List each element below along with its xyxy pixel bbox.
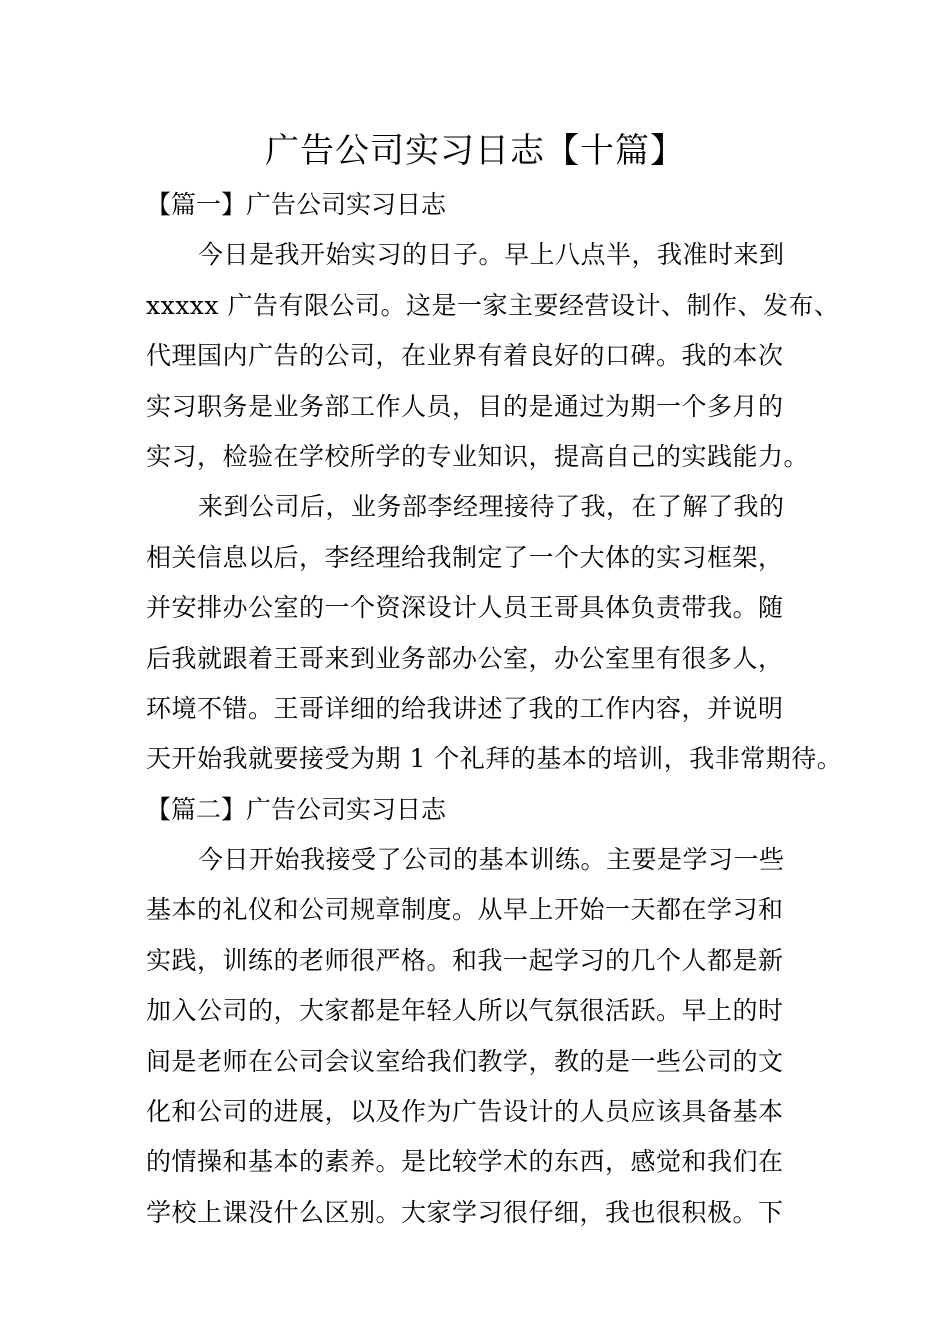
document-body <box>146 180 843 1238</box>
section-heading-1: 【篇一】广告公司实习日志 <box>146 190 447 219</box>
text-line: 今日是我开始实习的日子。早上八点半，我准时来到 <box>198 240 785 270</box>
text-line: 实习，检验在学校所学的专业知识，提高自己的实践能力。 <box>146 441 810 471</box>
text-line: xxxxx 广告有限公司。这是一家主要经营设计、制作、发布、 <box>146 290 840 320</box>
text-line: 间是老师在公司会议室给我们教学，教的是一些公司的文 <box>146 1046 784 1076</box>
text-line: 基本的礼仪和公司规章制度。从早上开始一天都在学习和 <box>146 895 784 925</box>
text-line: 代理国内广告的公司，在业界有着良好的口碑。我的本次 <box>146 341 784 371</box>
text-line: 环境不错。王哥详细的给我讲述了我的工作内容，并说明 <box>146 693 784 723</box>
paragraph-3 <box>146 835 826 1238</box>
paragraph-2 <box>146 482 843 784</box>
text-line: 实习职务是业务部工作人员，目的是通过为期一个多月的 <box>146 391 784 421</box>
document-title: 广告公司实习日志【十篇】 <box>265 131 685 171</box>
text-line: 学校上课没什么区别。大家学习很仔细，我也很积极。下 <box>146 1197 784 1227</box>
text-line: 相关信息以后，李经理给我制定了一个大体的实习框架， <box>146 542 784 572</box>
paragraph-1 <box>146 230 840 482</box>
text-line: 后我就跟着王哥来到业务部办公室，办公室里有很多人， <box>146 643 784 673</box>
text-line: 实践，训练的老师很严格。和我一起学习的几个人都是新 <box>146 945 784 975</box>
text-line: 今日开始我接受了公司的基本训练。主要是学习一些 <box>198 845 785 875</box>
text-line: 并安排办公室的一个资深设计人员王哥具体负责带我。随 <box>146 593 784 623</box>
text-line: 加入公司的，大家都是年轻人所以气氛很活跃。早上的时 <box>146 996 784 1026</box>
text-line: 的情操和基本的素养。是比较学术的东西，感觉和我们在 <box>146 1147 784 1177</box>
section-heading-2: 【篇二】广告公司实习日志 <box>146 794 447 824</box>
text-line: 化和公司的进展，以及作为广告设计的人员应该具备基本 <box>146 1097 784 1127</box>
text-line: 天开始我就要接受为期 1 个礼拜的基本的培训，我非常期待。 <box>146 744 843 774</box>
text-line: 来到公司后，业务部李经理接待了我，在了解了我的 <box>198 492 785 522</box>
